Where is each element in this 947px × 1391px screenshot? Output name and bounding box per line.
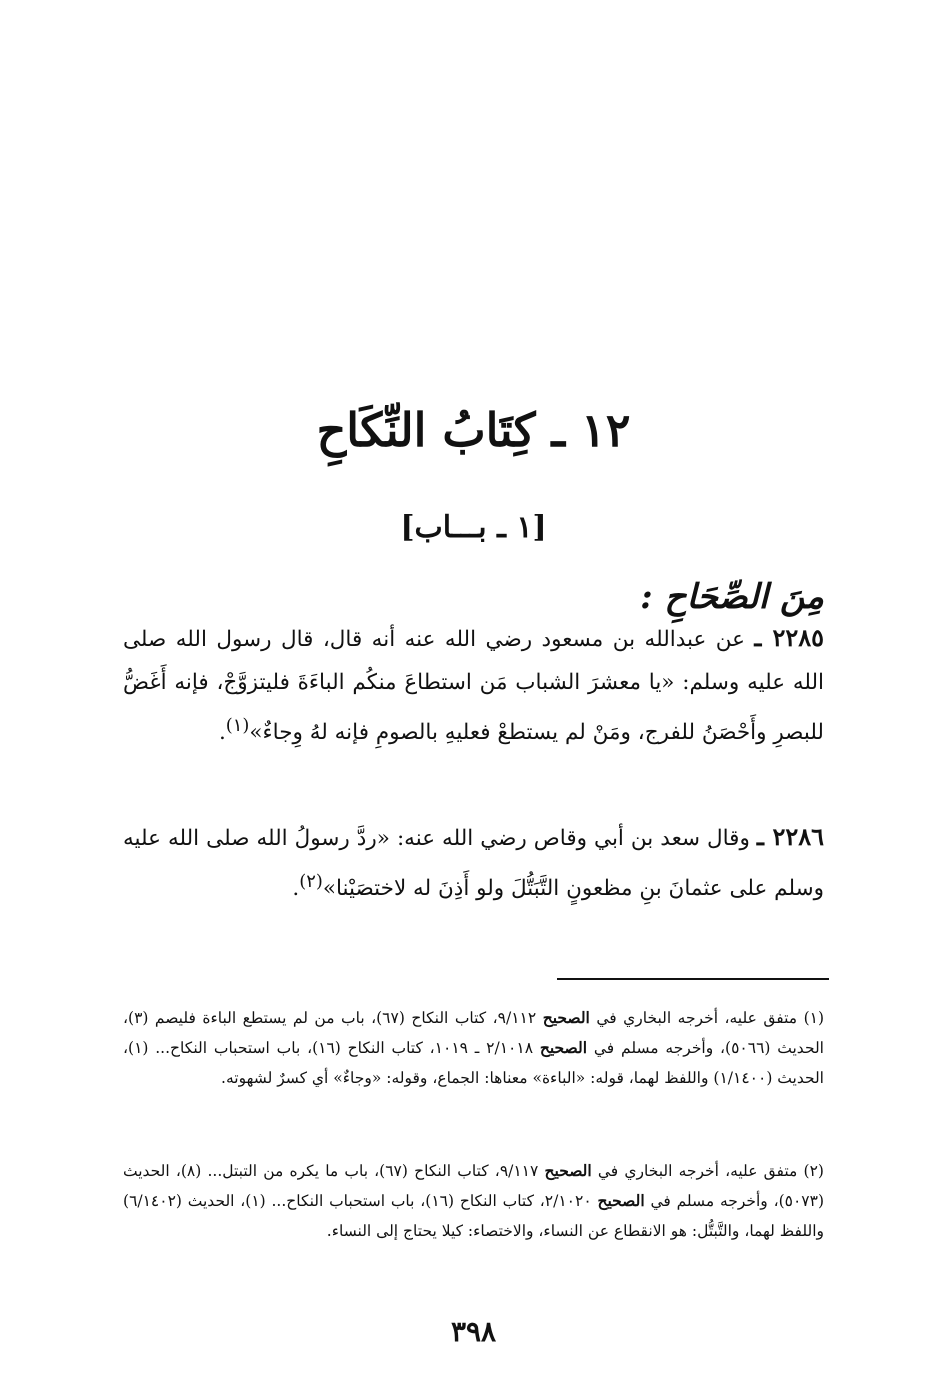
- book-title: ١٢ ـ كِتَابُ النِّكَاحِ: [316, 403, 631, 457]
- footnote-ref: (١): [225, 715, 250, 736]
- footnote-source: الصحيح: [542, 1008, 590, 1027]
- chapter-heading: [١ ـ بـــاب]: [400, 510, 547, 545]
- footnote-divider: [557, 978, 829, 980]
- footnote-text: ٩/١١٧، كتاب النكاح (٦٧)، باب ما يكره من التبتل... (٨)، الحديث (٥٠٧٣)، وأخرجه مسلم في: [123, 1162, 824, 1210]
- hadith-text: وقال سعد بن أبي وقاص رضي الله عنه: «ردَّ رسولُ الله صلى الله عليه وسلم على عثمانَ بنِ مظعونٍ التَّبَتُّلَ ولو أَذِنَ له لاختصَيْنا»: [123, 826, 824, 902]
- footnote-source: الصحيح: [539, 1038, 588, 1057]
- hadith-text: عن عبدالله بن مسعود رضي الله عنه أنه قال، قال رسول الله صلى الله عليه وسلم: «يا معشرَ الشباب مَن استطاعَ منكُم الباءَةَ فليتزوَّجْ، فإنه أَغَضُّ للبصرِ وأَحْصَنُ للفرج، ومَنْ لم يستطعْ فعليهِ بالصومِ فإنه لهُ وِجاءٌ»: [123, 627, 824, 746]
- footnote-source: الصحيح: [544, 1161, 592, 1180]
- footnote-text: متفق عليه، أخرجه البخاري في: [597, 1162, 798, 1180]
- footnote-number: (٢): [803, 1162, 824, 1180]
- footnote-text: ٢/١٠٢٠، كتاب النكاح (١٦)، باب استحباب النكاح... (١)، الحديث (٦/١٤٠٢) واللفظ لهما، والتَّبتُّل: هو الانقطاع عن النساء، والاختصاء: كيلا يحتاج إلى النساء.: [123, 1192, 824, 1240]
- page-number: ٣٩٨: [450, 1315, 497, 1348]
- hadith-end: .: [218, 720, 226, 746]
- footnote-number: (١): [803, 1009, 825, 1027]
- hadith-number: ٢٢٨٦ ـ: [756, 822, 824, 851]
- footnote-text: ٩/١١٢، كتاب النكاح (٦٧)، باب من لم يستطع الباءة فليصم (٣)، الحديث (٥٠٦٦)، وأخرجه مسلم في: [123, 1009, 824, 1057]
- footnote-text: ٢/١٠١٨ ـ ١٠١٩، كتاب النكاح (١٦)، باب استحباب النكاح... (١)، الحديث (١/١٤٠٠) واللفظ لهما، قوله: «الباءة» معناها: الجماع، وقوله: «وجاءٌ» أي كسرٌ لشهوته.: [123, 1039, 824, 1087]
- hadith-end: .: [292, 876, 300, 902]
- footnote-ref: (٢): [299, 871, 323, 892]
- hadith-number: ٢٢٨٥ ـ: [754, 623, 824, 652]
- footnote-1: [123, 1003, 824, 1093]
- hadith-2286: [123, 815, 824, 910]
- footnote-2: [123, 1156, 824, 1246]
- footnote-text: متفق عليه، أخرجه البخاري في: [596, 1009, 798, 1027]
- footnote-source: الصحيح: [597, 1191, 645, 1210]
- section-heading: مِنَ الصِّحَاحِ :: [640, 577, 824, 617]
- hadith-2285: [123, 616, 824, 754]
